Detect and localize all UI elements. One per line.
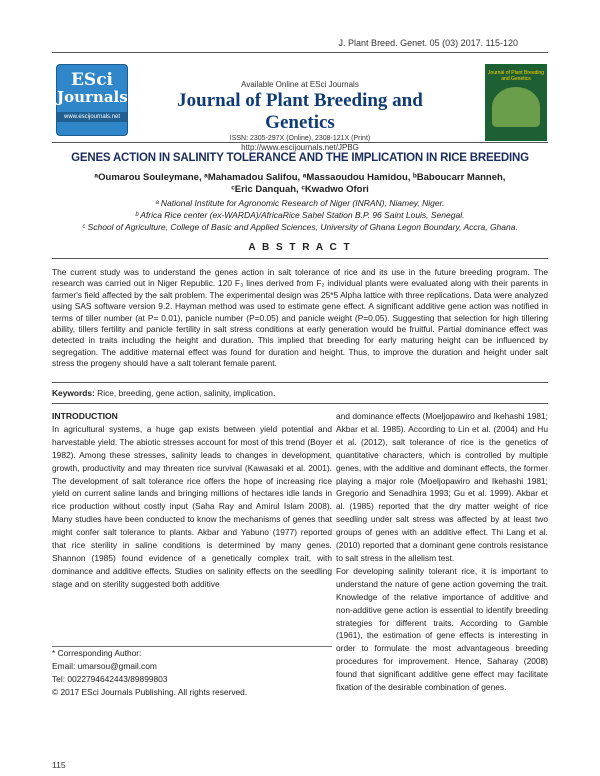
keywords-rule bbox=[52, 403, 548, 404]
affiliation-c: ᶜ School of Agriculture, College of Basic and Applied Sciences, University of Ghana Legon Boundary, Accra, Ghana. bbox=[82, 222, 518, 232]
header-rule-bottom bbox=[52, 142, 548, 143]
right-column bbox=[336, 410, 548, 694]
esci-logo bbox=[56, 64, 128, 136]
journal-citation: J. Plant Breed. Genet. 05 (03) 2017. 115-120 bbox=[338, 38, 518, 48]
issn: ISSN: 2305-297X (Online), 2308-121X (Print) bbox=[229, 135, 371, 142]
journal-url[interactable]: http://www.escijournals.net/JPBG bbox=[241, 143, 359, 152]
intro-paragraph: In agricultural systems, a huge gap exists between yield potential and harvestable yield. The abiotic stresses account for most of this trend (Boyer 1982). Among these stresses, salinity leads to changes in development, growth, productivity and may threaten rice survival (Kawasaki et al. 2001). The development of salt tolerance rice offers the hope of increasing rice yield on current saline lands and bringing millions of hectares idle lands in rice production without costly input (Saha Ray and Amirul Islam 2008). Many studies have been conducted to know the mechanisms of genes that might confer salt tolerance to plants. Akbar and Yabuno (1977) reported that rice sterility in saline conditions is determined by many genes. Shannon (1985) found evidence of a genetically complex trait, with dominance and additive effects. Studies on salinity effects on the seedling stage and on sterility suggested both additive bbox=[52, 423, 332, 589]
affiliation-b: ᵇ Africa Rice center (ex-WARDA)/AfricaRice Sahel Station B.P. 96 Saint Louis, Senegal. bbox=[135, 210, 465, 220]
cover-plant-image bbox=[492, 87, 540, 127]
authors-line2: ᶜEric Danquah, ᶜKwadwo Ofori bbox=[231, 184, 369, 195]
logo-url: www.escijournals.net bbox=[57, 112, 127, 122]
page-number: 115 bbox=[52, 760, 66, 770]
copyright: © 2017 ESci Journals Publishing. All rights reserved. bbox=[52, 686, 248, 697]
abstract-text: The current study was to understand the genes action in salt tolerance of rice and its use in the future breeding program. The research was carried out in Niger Republic. 120 F₃ lines derived from F₂ individual plants were evaluated along with their parents in farmer's field affected by the salt problem. The experimental design was 25*5 Alpha lattice with three replications. Data were analyzed using SAS software version 9.2. Hayman method was used to estimate gene effect. A significant additive gene action was notified in terms of tiller number (at P= 0.01), panicle number (P=0.05) and panicle weight (P=0.05). Suggesting that selection for high tillering ability, tillers fertility and panicle fertility in salt stress conditions at early generation would be fruitful. Partial dominance effect was detected in traits including the height and duration. This implied that breeding for early maturing height can be influenced by segregation. The additive maternal effect was found for duration and height. Thus, to improve the duration and height under salt stress the progeny should have a salt tolerant female parent. bbox=[52, 267, 548, 369]
logo-line1: ESci bbox=[70, 70, 114, 90]
journal-title: Journal of Plant Breeding and Genetics bbox=[177, 90, 423, 133]
author-phone: Tel: 0022794642443/89899803 bbox=[52, 673, 168, 684]
abstract-rule-bottom bbox=[52, 382, 548, 383]
corresponding-author: * Corresponding Author: bbox=[52, 648, 142, 658]
available-online: Available Online at ESci Journals bbox=[241, 80, 359, 89]
paper-title: GENES ACTION IN SALINITY TOLERANCE AND THE IMPLICATION IN RICE BREEDING bbox=[71, 152, 529, 164]
cover-title: Journal of Plant Breeding and Genetics bbox=[487, 70, 545, 82]
abstract-rule-top bbox=[52, 258, 548, 259]
footnote bbox=[52, 647, 332, 699]
authors-line1: ᵃOumarou Souleymane, ᵃMahamadou Salifou, ᵃMassaoudou Hamidou, ᵇBaboucarr Manneh, bbox=[94, 172, 506, 183]
right-paragraph-2: For developing salinity tolerant rice, it is important to understand the nature of gene action governing the trait. Knowledge of the relative importance of additive and non-additive gene action is essential to identify breeding strategies for different traits. According to Gamble (1961), the estimation of gene effects is interesting in order to formulate the most advantageous breeding procedures for improvement. Hence, Saharay (2008) found that significant additive gene effect may facilitate fixation of the desirable combination of genes. bbox=[336, 565, 548, 693]
keywords-label: Keywords: bbox=[52, 388, 95, 398]
affiliation-a: ᵃ National Institute for Agronomic Research of Niger (INRAN), Niamey, Niger. bbox=[155, 198, 445, 208]
left-column bbox=[52, 410, 332, 591]
logo-line2: Journals bbox=[57, 88, 128, 106]
introduction-heading: INTRODUCTION bbox=[52, 411, 118, 421]
header-rule-top bbox=[52, 52, 548, 53]
keywords bbox=[52, 388, 275, 398]
keywords-list: Rice, breeding, gene action, salinity, implication. bbox=[94, 388, 276, 398]
author-email[interactable]: Email: umarsou@gmail.com bbox=[52, 660, 157, 671]
right-paragraph-1: and dominance effects (Moeljopawiro and Ikehashi 1981; Akbar et al. 1985). According to Lin et al. (2004) and Hu et al. (2012), salt tolerance of rice is the genetics of quantitative characters, which is controlled by multiple genes, with the additive and dominant effects, the former playing a major role (Moeljopawiro and Ikehashi 1981; Gregorio and Senadhira 1993; Gu et al. 1999). Akbar et al. (1985) reported that the dry matter weight of rice seedling under salt stress was affected by at least two groups of genes with an additive effect. Thi Lang et al. (2010) reported that a dominant gene controls resistance to salt stress in the allelism test. bbox=[336, 411, 548, 563]
journal-cover-thumbnail bbox=[485, 64, 547, 141]
abstract-heading: A B S T R A C T bbox=[248, 242, 352, 253]
